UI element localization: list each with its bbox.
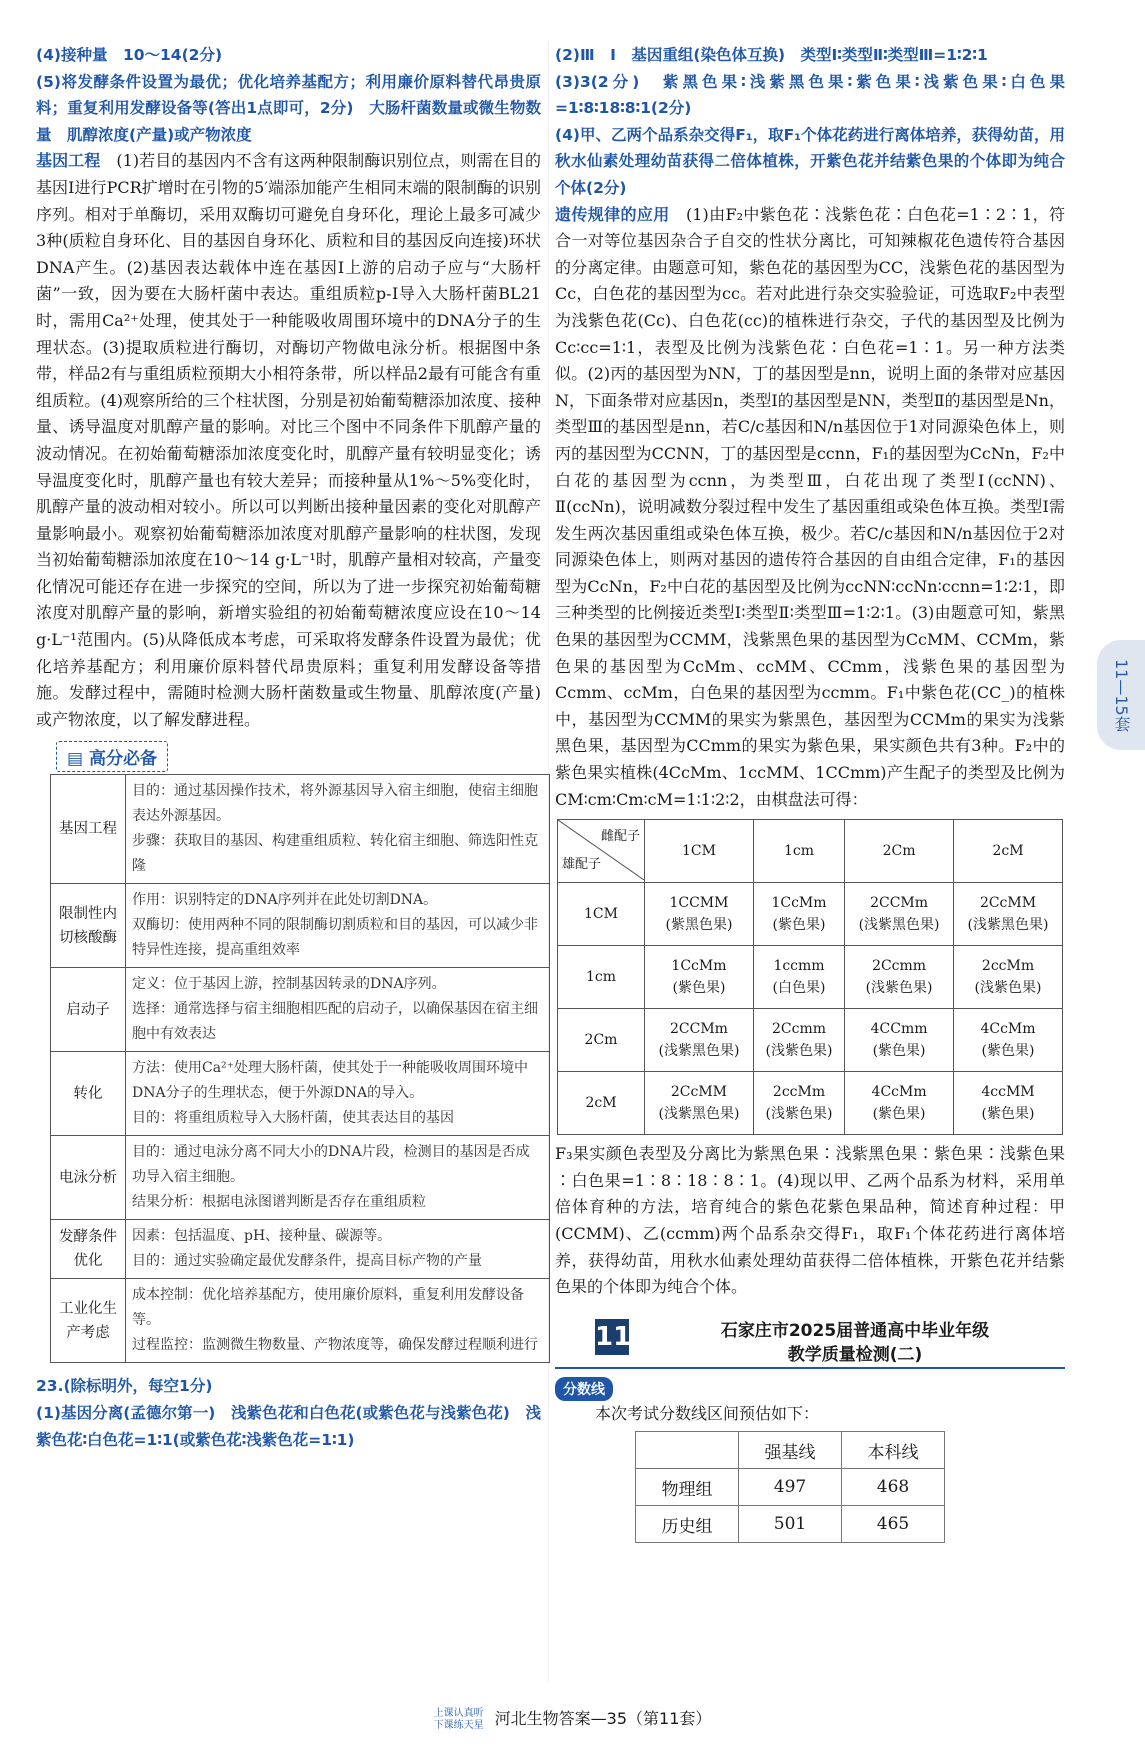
gaofen-row — [51, 968, 550, 1052]
gaofen-row-content: 定义：位于基因上游，控制基因转录的DNA序列。 选择：通常选择与宿主细胞相匹配的启动子，以确保基因在宿主细胞中有效表达 — [126, 968, 550, 1052]
punnett-row-header: 1CM — [558, 883, 645, 946]
gaofen-row-heading: 电泳分析 — [51, 1136, 126, 1220]
analysis-text-right: (1)由F₂中紫色花∶浅紫色花∶白色花=1∶2∶1，符合一对等位基因杂合子自交的性状分离比，可知辣椒花色遗传符合基因的分离定律。由题意可知，紫色花的基因型为CC，浅紫色花的基因型为Cc，白色花的基因型为cc。若对此进行杂交实验验证，可选取F₂中表型为浅紫色花(Cc)、白色花(cc)的植株进行杂交，子代的基因型及比例为Cc∶cc=1∶1，表型及比例为浅紫色花∶白色花=1∶1。另一种方法类似。(2)丙的基因型为NN，丁的基因型是nn，说明上面的条带对应基因N，下面条带对应基因n，类型Ⅰ的基因型是NN，类型Ⅱ的基因型是Nn，类型Ⅲ的基因型是nn，若C/c基因和N/n基因位于1对同源染色体上，则丙的基因型为CCNN，丁的基因型是ccnn，F₁的基因型为CcNn，F₂中白花的基因型为ccnn，为类型Ⅲ，白花出现了类型Ⅰ(ccNN)、Ⅱ(ccNn)，说明减数分裂过程中发生了基因重组或染色体互换。类型Ⅰ需发生两次基因重组或染色体互换，极少。若C/c基因和N/n基因位于2对同源染色体上，则两对基因的遗传符合基因的自由组合定律，F₁的基因型为CcNn，F₂中白花的基因型及比例为ccNN∶ccNn∶ccnn=1∶2∶1，即三种类型的比例接近类型Ⅰ∶类型Ⅱ∶类型Ⅲ=1∶2∶1。(3)由题意可知，紫黑色果的基因型为CCMM，浅紫黑色果的基因型为CcMM、CCMm，紫色果的基因型为CcMm、ccMM、CCmm，浅紫色果的基因型为Ccmm、ccMm，白色果的基因型为ccmm。F₁中紫色花(CC_)的植株中，基因型为CCMM的果实为紫黑色，基因型为CCMm的果实为浅紫黑色果，基因型为CCmm的果实为紫色果，果实颜色共有3种。F₂中的紫色果实植株(4CcMm、1ccMM、1CCmm)产生配子的类型及比例为CM∶cm∶Cm∶cM=1∶1∶2∶2，由棋盘法可得： — [555, 204, 1065, 809]
after-table-text: F₃果实颜色表型及分离比为紫黑色果∶浅紫黑色果∶紫色果∶浅紫色果∶白色果=1∶8∶18∶8∶1。(4)现以甲、乙两个品系为材料，采用单倍体育种的方法，培育纯合的紫色花紫色果品种，简述育种过程：甲(CCMM)、乙(ccmm)两个品系杂交得F₁，取F₁个体花药进行离体培养，获得幼苗，用秋水仙素处理幼苗获得二倍体植株，开紫色花并结紫色果的个体即为纯合个体。 — [555, 1144, 1065, 1297]
q23-answer-4: (4)甲、乙两个品系杂交得F₁，取F₁个体花药进行离体培养，获得幼苗，用秋水仙素处理幼苗获得二倍体植株，开紫色花并结紫色果的个体即为纯合个体(2分) — [555, 125, 1065, 197]
answer-5: (5)将发酵条件设置为最优；优化培养基配方；利用廉价原料替代昂贵原料；重复利用发酵设备等(答出1点即可，2分) 大肠杆菌数量或微生物数量 肌醇浓度(产量)或产物浓度 — [36, 72, 541, 144]
punnett-col-header: 1CM — [645, 820, 754, 883]
punnett-cell: 4ccMM (紫色果) — [954, 1072, 1063, 1135]
punnett-cell: 2CCMm (浅紫黑色果) — [845, 883, 954, 946]
right-column — [555, 42, 1065, 1543]
score-cell: 497 — [739, 1469, 842, 1506]
gaofen-row-heading: 限制性内切核酸酶 — [51, 884, 126, 968]
gaofen-row-content: 方法：使用Ca²⁺处理大肠杆菌，使其处于一种能吸收周围环境中DNA分子的生理状态，便于外源DNA的导入。 目的：将重组质粒导入大肠杆菌，使其表达目的基因 — [126, 1052, 550, 1136]
score-cell: 468 — [842, 1469, 945, 1506]
score-cell: 501 — [739, 1506, 842, 1543]
analysis-tag: 基因工程 — [36, 151, 101, 171]
gaofen-row-heading: 工业化生产考虑 — [51, 1279, 126, 1363]
punnett-col-header: 1cm — [753, 820, 844, 883]
section-number: 11 — [595, 1319, 629, 1355]
q23-answer-2: (2)Ⅲ Ⅰ 基因重组(染色体互换) 类型Ⅰ∶类型Ⅱ∶类型Ⅲ=1∶2∶1 — [555, 46, 988, 64]
punnett-col-header: 2cM — [954, 820, 1063, 883]
gaofen-row-heading: 基因工程 — [51, 775, 126, 884]
q23-answer-3: (3)3(2分) 紫黑色果∶浅紫黑色果∶紫色果∶浅紫色果∶白色果=1∶8∶18∶8∶1(2分) — [555, 72, 1065, 118]
score-cell: 465 — [842, 1506, 945, 1543]
punnett-table — [557, 819, 1063, 1135]
punnett-cell: 2CCMm (浅紫黑色果) — [645, 1009, 754, 1072]
analysis-text: (1)若目的基因内不含有这两种限制酶识别位点，则需在目的基因Ⅰ进行PCR扩增时在引物的5′端添加能产生相同末端的限制酶的识别序列。相对于单酶切，采用双酶切可避免自身环化，理论上最多可减少3种(质粒自身环化、目的基因自身环化、质粒和目的基因反向连接)环状DNA产生。(2)基因表达载体中连在基因Ⅰ上游的启动子应与“大肠杆菌”一致，因为要在大肠杆菌中表达。重组质粒p-Ⅰ导入大肠杆菌BL21时，需用Ca²⁺处理，使其处于一种能吸收周围环境中的DNA分子的生理状态。(3)提取质粒进行酶切，对酶切产物做电泳分析。根据图中条带，样品2有与重组质粒预期大小相符条带，所以样品2最有可能含有重组质粒。(4)观察所给的三个柱状图，分别是初始葡萄糖添加浓度、接种量、诱导温度对肌醇产量的影响。对比三个图中不同条件下肌醇产量的波动情况。在初始葡萄糖添加浓度变化时，肌醇产量有较明显变化；诱导温度变化时，肌醇产量也有较大差异；而接种量从1%～5%变化时，肌醇产量的波动相对较小。所以可以判断出接种量因素的变化对肌醇产量影响最小。观察初始葡萄糖添加浓度对肌醇产量影响的柱状图，发现当初始葡萄糖添加浓度在10～14 g·L⁻¹时，肌醇产量相对较高，产量变化情况可能还存在进一步探究的空间，所以为了进一步探究初始葡萄糖浓度对肌醇产量的影响，新增实验组的初始葡萄糖浓度应设在10～14 g·L⁻¹范围内。(5)从降低成本考虑，可采取将发酵条件设置为最优；优化培养基配方；利用廉价原料替代昂贵原料；重复利用发酵设备等措施。发酵过程中，需随时检测大肠杆菌数量或生物量、肌醇浓度(产量)或产物浓度，以了解发酵进程。 — [36, 151, 541, 729]
q23-answer-1: (1)基因分离(孟德尔第一) 浅紫色花和白色花(或紫色花与浅紫色花) 浅紫色花∶白色花=1∶1(或紫色花∶浅紫色花=1∶1) — [36, 1404, 541, 1449]
gaofen-row-content: 因素：包括温度、pH、接种量、碳源等。 目的：通过实验确定最优发酵条件，提高目标产物的产量 — [126, 1220, 550, 1279]
score-cell: 物理组 — [636, 1469, 739, 1506]
score-cell: 本科线 — [842, 1432, 945, 1469]
gaofen-row — [51, 1136, 550, 1220]
gaofen-row — [51, 775, 550, 884]
gaofen-title: ▤ 高分必备 — [56, 741, 168, 772]
q23-header: 23.(除标明外，每空1分) — [36, 1377, 213, 1396]
punnett-cell: 2Ccmm (浅紫色果) — [753, 1009, 844, 1072]
gaofen-row-heading: 启动子 — [51, 968, 126, 1052]
score-intro: 本次考试分数线区间预估如下： — [595, 1403, 820, 1423]
gaofen-row — [51, 1052, 550, 1136]
gaofen-row-heading: 发酵条件优化 — [51, 1220, 126, 1279]
score-cell — [636, 1432, 739, 1469]
gaofen-row — [51, 1279, 550, 1363]
section-header — [555, 1319, 1065, 1369]
punnett-cell: 2CcMM (浅紫黑色果) — [645, 1072, 754, 1135]
punnett-cell: 2Ccmm (浅紫色果) — [845, 946, 954, 1009]
analysis-tag-right: 遗传规律的应用 — [555, 204, 670, 224]
punnett-cell: 1CcMm (紫色果) — [645, 946, 754, 1009]
gaofen-row-content: 目的：通过基因操作技术，将外源基因导入宿主细胞，使宿主细胞表达外源基因。 步骤：获取目的基因、构建重组质粒、转化宿主细胞、筛选阳性克隆 — [126, 775, 550, 884]
answer-4: (4)接种量 10～14(2分) — [36, 46, 223, 64]
punnett-row-header: 2cM — [558, 1072, 645, 1135]
punnett-cell: 2ccMm (浅紫色果) — [753, 1072, 844, 1135]
score-line-badge: 分数线 — [555, 1377, 613, 1401]
left-column — [36, 42, 541, 1453]
gaofen-row — [51, 884, 550, 968]
punnett-row-header: 1cm — [558, 946, 645, 1009]
score-cell: 强基线 — [739, 1432, 842, 1469]
side-tab: 11—15套 — [1097, 640, 1145, 750]
book-icon: ▤ — [67, 749, 84, 770]
footer — [0, 1706, 1145, 1732]
punnett-cell: 4CCmm (紫色果) — [845, 1009, 954, 1072]
punnett-cell: 1CcMm (紫色果) — [753, 883, 844, 946]
punnett-cell: 1ccmm (白色果) — [753, 946, 844, 1009]
punnett-row-header: 2Cm — [558, 1009, 645, 1072]
punnett-cell: 1CCMM (紫黑色果) — [645, 883, 754, 946]
analysis-paragraph-right — [555, 202, 1065, 814]
gaofen-row-content: 目的：通过电泳分离不同大小的DNA片段，检测目的基因是否成功导入宿主细胞。 结果分析：根据电泳图谱判断是否存在重组质粒 — [126, 1136, 550, 1220]
score-table — [635, 1431, 945, 1543]
gaofen-row-content: 作用：识别特定的DNA序列并在此处切割DNA。 双酶切：使用两种不同的限制酶切割质粒和目的基因，可以减少非特异性连接，提高重组效率 — [126, 884, 550, 968]
analysis-paragraph — [36, 148, 541, 733]
gaofen-row-content: 成本控制：优化培养基配方，使用廉价原料，重复利用发酵设备等。 过程监控：监测微生物数量、产物浓度等，确保发酵过程顺利进行 — [126, 1279, 550, 1363]
punnett-cell: 2CcMM (浅紫黑色果) — [954, 883, 1063, 946]
section-title: 石家庄市2025届普通高中毕业年级 教学质量检测(二) — [720, 1320, 990, 1365]
gaofen-table — [50, 774, 550, 1363]
gaofen-row — [51, 1220, 550, 1279]
score-cell: 历史组 — [636, 1506, 739, 1543]
punnett-cell: 4CcMm (紫色果) — [845, 1072, 954, 1135]
page-label: 河北生物答案—35（第11套） — [494, 1709, 712, 1728]
punnett-corner: 雌配子 雄配子 — [558, 820, 645, 883]
punnett-col-header: 2Cm — [845, 820, 954, 883]
gaofen-row-heading: 转化 — [51, 1052, 126, 1136]
punnett-cell: 4CcMm (紫色果) — [954, 1009, 1063, 1072]
punnett-cell: 2ccMm (浅紫色果) — [954, 946, 1063, 1009]
logo: 上课认真听 下课练天星 — [433, 1707, 484, 1731]
